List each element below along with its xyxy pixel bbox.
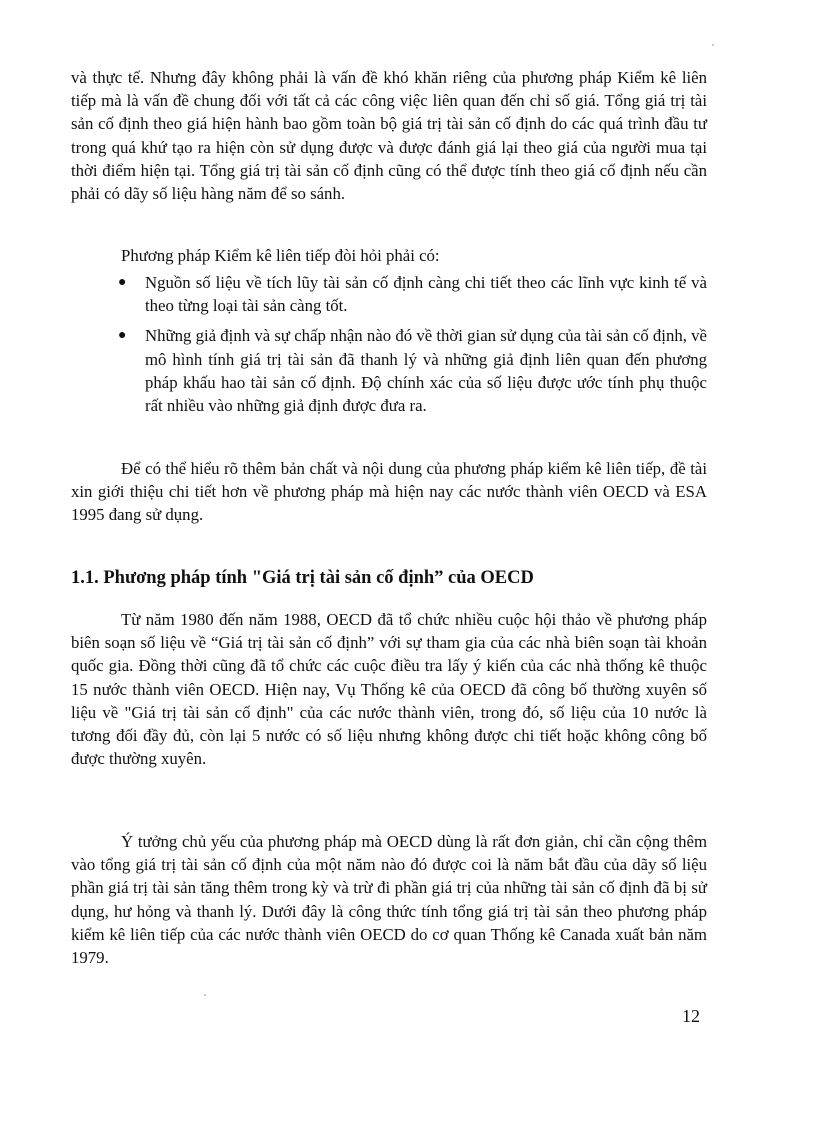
section-heading: 1.1. Phương pháp tính "Giá trị tài sản cố định” của OECD (71, 568, 534, 588)
bullet-icon: ● (118, 328, 127, 344)
introduction-paragraph: Để có thể hiểu rõ thêm bản chất và nội dung của phương pháp kiểm kê liên tiếp, đề tài xin giới thiệu chi tiết hơn về phương pháp mà hiện nay các nước thành viên OECD và ESA 1995 đang sử dụng. (71, 459, 707, 525)
page-number: 12 (682, 1006, 700, 1026)
method-idea-paragraph: Ý tưởng chủ yếu của phương pháp mà OECD dùng là rất đơn giản, chỉ cần cộng thêm vào tổng giá trị tài sản cố định của một năm nào đó được coi là năm bắt đầu của dãy số liệu phần giá trị tài sản tăng thêm trong kỳ và trừ đi phần giá trị của những tài sản cố định đã bị sử dụng, hư hỏng và thanh lý. Dưới đây là công thức tính tổng giá trị tài sản theo phương pháp kiểm kê liên tiếp của các nước thành viên OECD do cơ quan Thống kê Canada xuất bản năm 1979. (71, 832, 707, 968)
list-item (118, 324, 707, 417)
history-paragraph: Từ năm 1980 đến năm 1988, OECD đã tổ chức nhiều cuộc hội thảo về phương pháp biên soạn số liệu về “Giá trị tài sản cố định” với sự tham gia của các nhà biên soạn tài khoản quốc gia. Đồng thời cũng đã tổ chức các cuộc điều tra lấy ý kiến của các nhà thống kê thuộc 15 nước thành viên OECD. Hiện nay, Vụ Thống kê của OECD đã công bố thường xuyên số liệu về "Giá trị tài sản cố định" của các nước thành viên, trong đó, số liệu của 10 nước là tương đối đầy đủ, còn lại 5 nước có số liệu nhưng không được chi tiết hoặc không công bố được thường xuyên. (71, 610, 707, 769)
continuation-paragraph: và thực tế. Nhưng đây không phải là vấn đề khó khăn riêng của phương pháp Kiểm kê liên tiếp mà là vấn đề chung đối với tất cả các công việc liên quan đến chỉ số giá. Tổng giá trị tài sản cố định theo giá hiện hành bao gồm toàn bộ giá trị tài sản cố định do các quá trình đầu tư trong quá khứ tạo ra hiện còn sử dụng được và được đánh giá lại theo giá của người mua tại thời điểm hiện tại. Tổng giá trị tài sản cố định cũng có thể được tính theo giá cố định nếu cần phải có dãy số liệu hàng năm để so sánh. (71, 68, 707, 204)
list-item (118, 271, 707, 317)
bullet-icon: ● (118, 275, 127, 290)
requirements-list (118, 271, 707, 424)
requirements-intro: Phương pháp Kiểm kê liên tiếp đòi hỏi phải có: (121, 246, 440, 265)
list-item-text: Nguồn số liệu về tích lũy tài sản cố định càng chi tiết theo các lĩnh vực kinh tế và theo từng loại tài sản càng tốt. (145, 273, 707, 316)
scan-speck (204, 994, 206, 996)
list-item-text: Những giả định và sự chấp nhận nào đó về thời gian sử dụng của tài sản cố định, về mô hình tính giá trị tài sản đã thanh lý và những giả định liên quan đến phương pháp khấu hao tài sản cố định. Độ chính xác của số liệu được ước tính phụ thuộc rất nhiều vào những giả định được đưa ra. (145, 326, 707, 416)
scan-speck (712, 44, 714, 46)
